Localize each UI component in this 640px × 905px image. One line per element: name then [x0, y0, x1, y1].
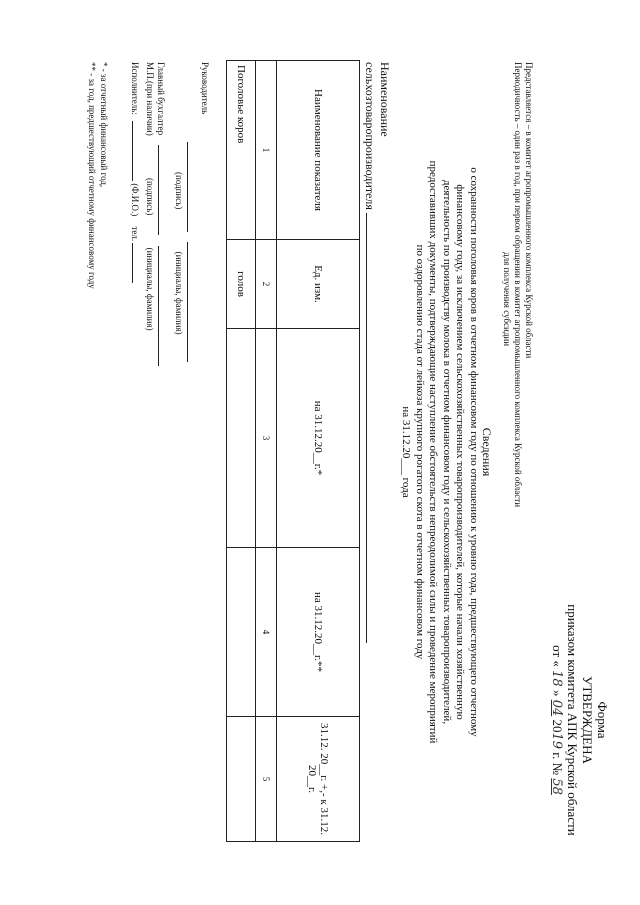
- approval-block: [549, 560, 610, 880]
- row-previous-value: [227, 548, 256, 717]
- header-reporting-year: на 31.12.20__г.*: [277, 329, 360, 548]
- footnotes: [86, 62, 110, 289]
- head-label: Руководитель: [200, 62, 210, 115]
- submission-line-2: Периодичность – один раз в год, при первом обращении в комитет агропромышленного комплекса Курской области: [513, 62, 523, 508]
- header-difference: 31.12. 20__г. +,- к 31.12. 20__г.: [277, 717, 360, 842]
- accountant-label: Главный бухгалтер: [156, 62, 166, 136]
- producer-name-line: [366, 213, 378, 643]
- header-indicator: Наименование показателя: [277, 61, 360, 240]
- handwritten-year: 19: [549, 732, 564, 750]
- executor-fio-line: [132, 121, 144, 181]
- approved-label: УТВЕРЖДЕНА: [580, 676, 595, 764]
- document-title: Сведения: [480, 427, 494, 477]
- submission-line-1: Представляется – в комитет агропромышленного комплекса Курской области: [524, 62, 534, 359]
- head-name-caption: (инициалы, фамилия): [174, 251, 184, 335]
- executor-tel-caption: тел.: [130, 226, 140, 242]
- livestock-table: [226, 60, 360, 842]
- row-unit: голов: [227, 240, 256, 329]
- order-date-line: от « 18 » 04 2019 г. № 58: [549, 645, 565, 795]
- handwritten-month: 04: [549, 699, 564, 717]
- accountant-sign-line: [158, 145, 170, 235]
- stamp-label: М.П.(при наличии): [145, 62, 155, 136]
- executor-fio-caption: (Ф.И.О.): [130, 183, 140, 217]
- table-column-numbers: 1 2 3 4 5: [256, 61, 277, 842]
- handwritten-day: 18: [549, 670, 564, 687]
- table-row: [227, 61, 256, 842]
- head-name-line: [187, 242, 199, 362]
- row-reporting-value: [227, 329, 256, 548]
- header-unit: Ед. изм.: [277, 240, 360, 329]
- header-previous-year: на 31.12.20__г.**: [277, 548, 360, 717]
- executor-tel-line: [132, 243, 144, 283]
- submission-info: [501, 62, 534, 507]
- head-sign-caption: (подпись): [174, 172, 184, 210]
- form-label: Форма: [595, 701, 610, 739]
- accountant-name-line: [158, 246, 170, 366]
- producer-label-2: сельхозтоваропроизводителя: [363, 62, 377, 210]
- accountant-signature: [129, 62, 170, 366]
- head-signature: [173, 62, 210, 362]
- submission-line-3: для получения субсидии: [502, 252, 512, 347]
- producer-label-1: Наименование: [378, 62, 392, 137]
- executor-label: Исполнитель:: [130, 62, 140, 115]
- row-indicator: Поголовье коров: [227, 61, 256, 240]
- footnote-1: * - за отчетный финансовый год,: [99, 62, 109, 188]
- handwritten-number: 58: [549, 778, 564, 795]
- order-line: приказом комитета АПК Курской области: [565, 604, 580, 836]
- accountant-sign-caption: (подпись): [145, 178, 155, 216]
- table-header-row: [277, 61, 360, 842]
- accountant-name-caption: (инициалы, фамилия): [145, 247, 155, 331]
- title-description: о сохранности поголовья коров в отчетном финансовом году по отношению к уровню года, предшествующего отчетному финансовому году, за исключением сельскохозяйственных товаропроизводителей, которые начали хозяйственную деятельность по производству молока в отчетном финансовом году и сельскохозяйственных товаропроизводителей, предоставивших документы, подтверждающие наступление обстоятельств непреодолимой силы и проведение мероприятий по оздоровлению стада от лейкоза крупного рогатого скота в отчетном финансовом году на 31.12.20___ года: [400, 160, 480, 744]
- footnote-2: ** - за год, предшествующий отчетному финансовому году: [87, 62, 97, 289]
- producer-name-field: [363, 62, 392, 643]
- head-sign-line: [187, 142, 199, 232]
- row-difference-value: [227, 717, 256, 842]
